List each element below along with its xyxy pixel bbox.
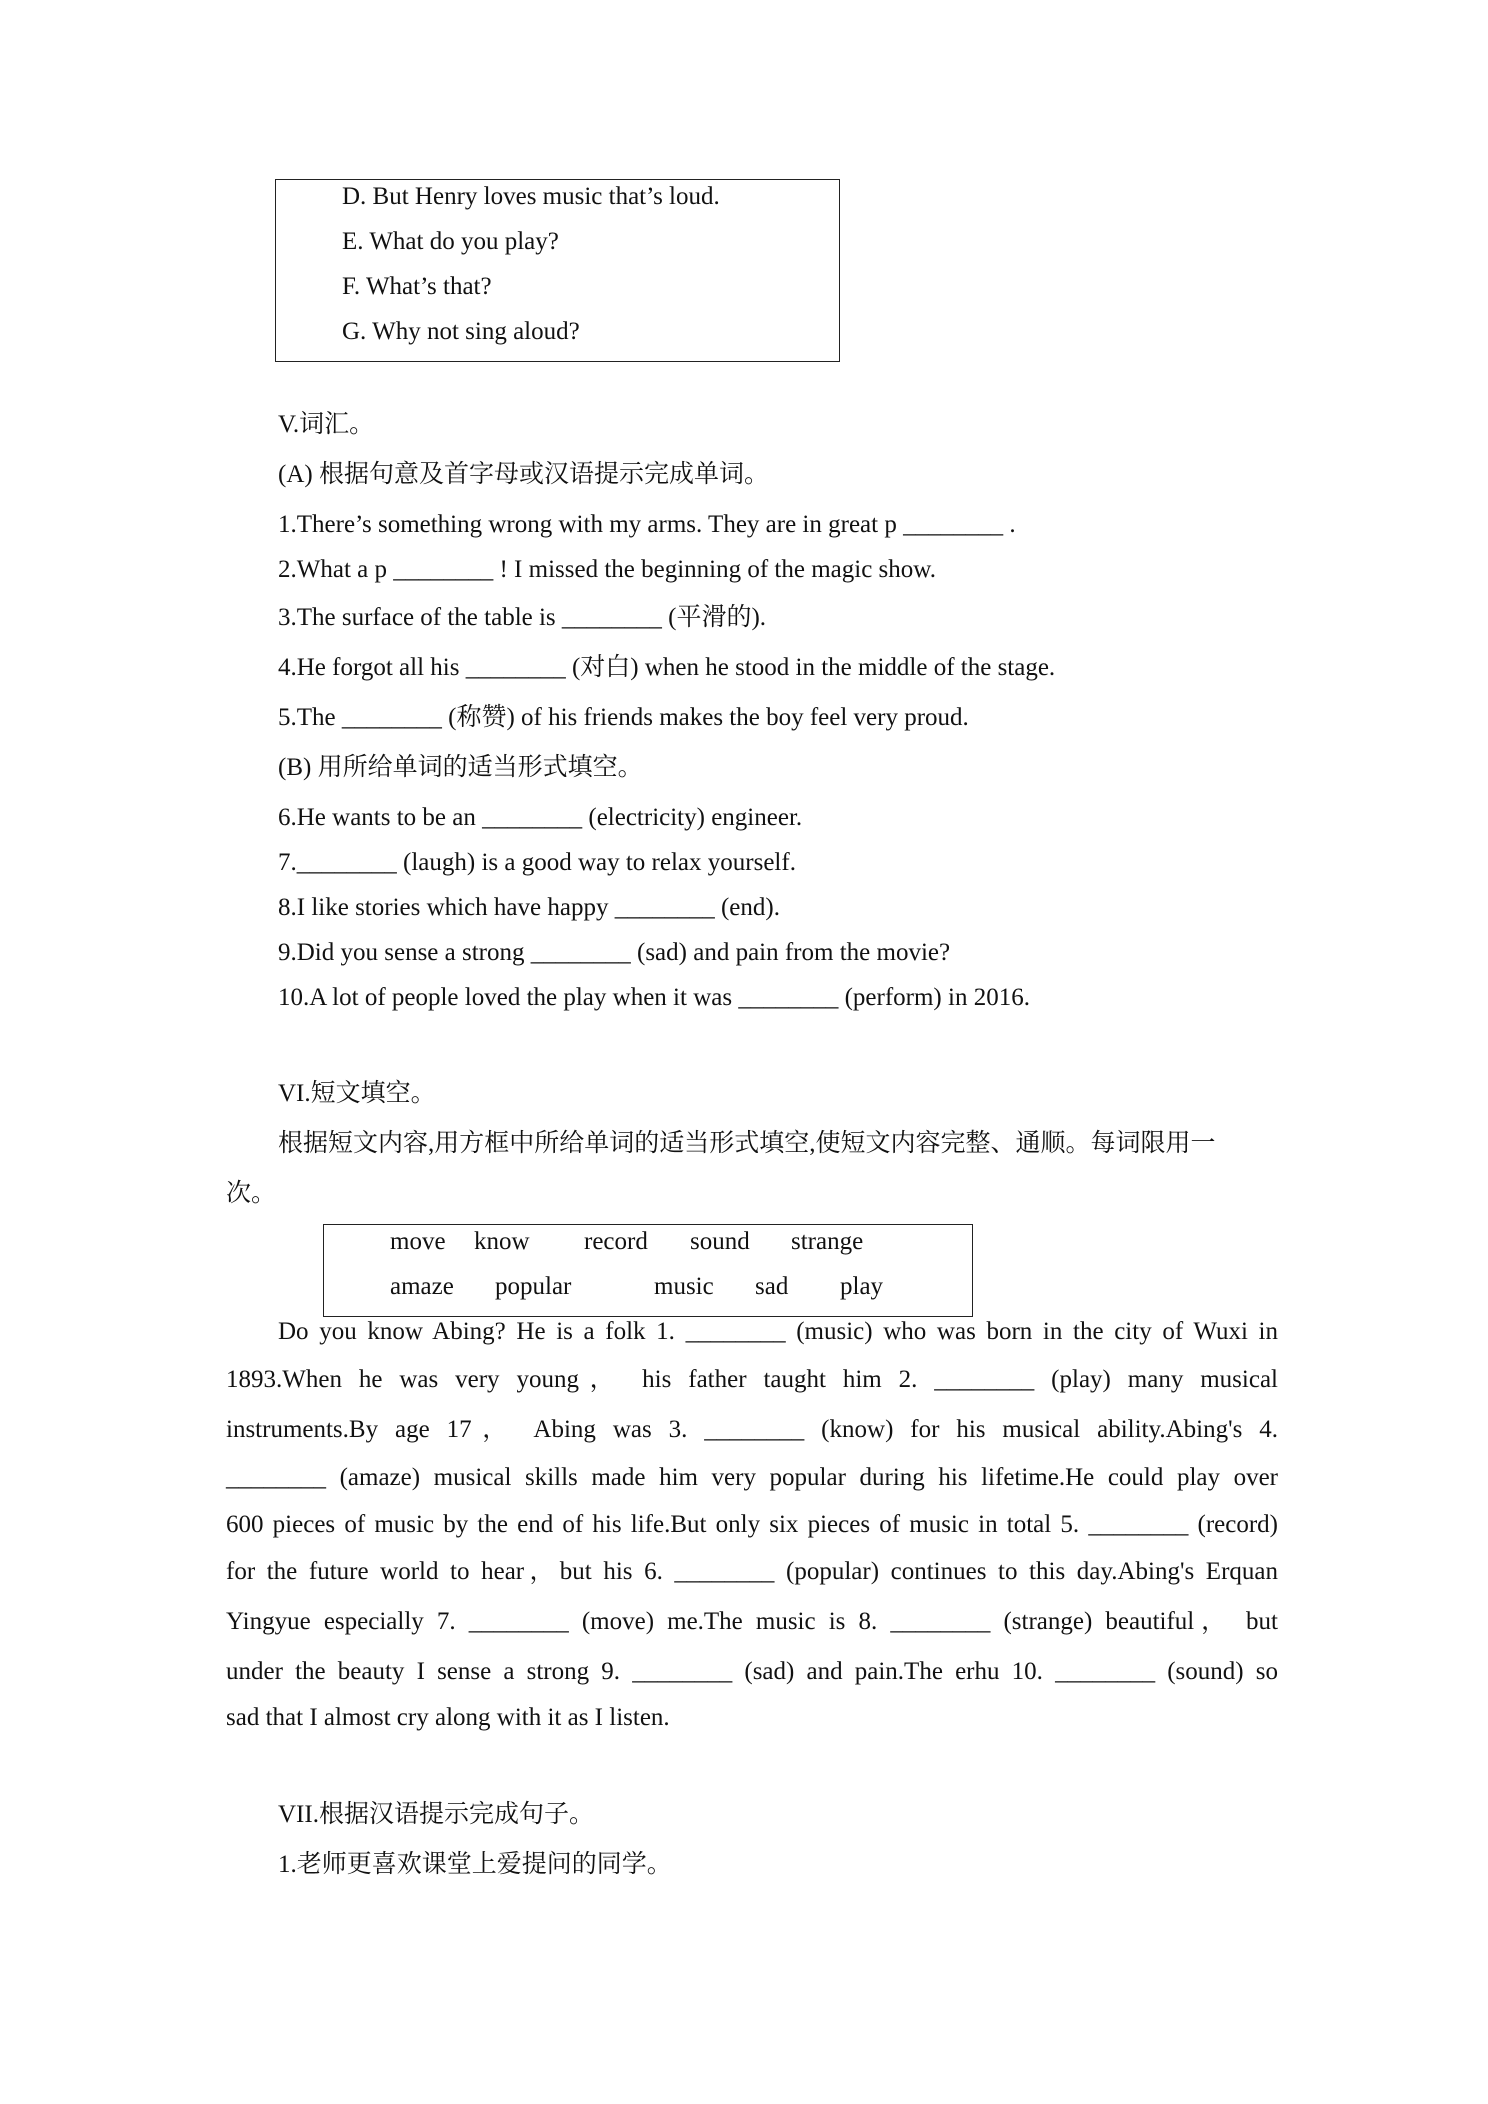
passage-line-7 <box>226 1605 1278 1639</box>
word-box-item: sound <box>690 1228 750 1255</box>
passage-line-9: sad that I almost cry along with it as I listen. <box>226 1704 670 1731</box>
option-e: E. What do you play? <box>342 228 559 255</box>
question-1: 1.There’s something wrong with my arms. They are in great p ________ . <box>278 511 1016 538</box>
passage-line-6-text: for the future world to hear，but his 6. ________ (popular) continues to this day.Abing's Erquan <box>226 1558 1278 1585</box>
passage-line-7-text: Yingyue especially 7. ________ (move) me.The music is 8. ________ (strange) beautiful， but <box>226 1608 1278 1635</box>
question-7: 7.________ (laugh) is a good way to relax yourself. <box>278 849 796 876</box>
passage-line-3-text: instruments.By age 17， Abing was 3. ________ (know) for his musical ability.Abing's 4. <box>226 1416 1278 1443</box>
question-3: 3.The surface of the table is ________ (平滑的). <box>278 604 767 631</box>
section-7-question-1: 1.老师更喜欢课堂上爱提问的同学。 <box>278 1851 672 1878</box>
word-box-item: amaze <box>390 1273 454 1300</box>
passage-line-8 <box>226 1655 1278 1689</box>
passage-line-2 <box>226 1363 1278 1397</box>
section-6-instruction-line-2: 次。 <box>226 1180 277 1207</box>
word-box-item: popular <box>495 1273 572 1300</box>
question-4: 4.He forgot all his ________ (对白) when he stood in the middle of the stage. <box>278 654 1056 681</box>
passage-line-8-text: under the beauty I sense a strong 9. ________ (sad) and pain.The erhu 10. ________ (sound) so <box>226 1658 1278 1685</box>
word-box-item: play <box>840 1273 884 1300</box>
passage-line-6 <box>226 1555 1278 1589</box>
word-box-item: move <box>390 1228 446 1255</box>
question-9: 9.Did you sense a strong ________ (sad) and pain from the movie? <box>278 939 951 966</box>
word-box-item: music <box>654 1273 714 1300</box>
passage-line-5 <box>226 1508 1278 1542</box>
passage-line-1: Do you know Abing? He is a folk 1. ________ (music) who was born in the city of Wuxi in <box>278 1318 1278 1345</box>
section-7-title: VII.根据汉语提示完成句子。 <box>278 1801 594 1828</box>
passage-line-2-text: 1893.When he was very young， his father taught him 2. ________ (play) many musical <box>226 1366 1278 1393</box>
passage-line-5-text: 600 pieces of music by the end of his life.But only six pieces of music in total 5. ________ (record) <box>226 1511 1278 1538</box>
question-10: 10.A lot of people loved the play when it was ________ (perform) in 2016. <box>278 984 1030 1011</box>
section-5-part-a-instruction: (A) 根据句意及首字母或汉语提示完成单词。 <box>278 461 769 488</box>
question-8: 8.I like stories which have happy ________ (end). <box>278 894 780 921</box>
option-g: G. Why not sing aloud? <box>342 318 580 345</box>
section-6-title: VI.短文填空。 <box>278 1080 436 1107</box>
word-box-item: strange <box>791 1228 864 1255</box>
question-6: 6.He wants to be an ________ (electricity) engineer. <box>278 804 803 831</box>
section-5-part-b-instruction: (B) 用所给单词的适当形式填空。 <box>278 754 643 781</box>
question-2: 2.What a p ________ ! I missed the beginning of the magic show. <box>278 556 936 583</box>
section-5-title: V.词汇。 <box>278 411 375 438</box>
word-box-item: record <box>584 1228 648 1255</box>
word-box-item: sad <box>755 1273 789 1300</box>
question-5: 5.The ________ (称赞) of his friends makes the boy feel very proud. <box>278 704 969 731</box>
passage-line-4-text: ________ (amaze) musical skills made him very popular during his lifetime.He could play over <box>226 1464 1278 1491</box>
section-6-instruction-line-1: 根据短文内容,用方框中所给单词的适当形式填空,使短文内容完整、通顺。每词限用一 <box>278 1130 1216 1157</box>
passage-line-4 <box>226 1461 1278 1495</box>
word-box-item: know <box>474 1228 530 1255</box>
option-f: F. What’s that? <box>342 273 492 300</box>
option-d: D. But Henry loves music that’s loud. <box>342 183 720 210</box>
passage-line-3 <box>226 1413 1278 1447</box>
